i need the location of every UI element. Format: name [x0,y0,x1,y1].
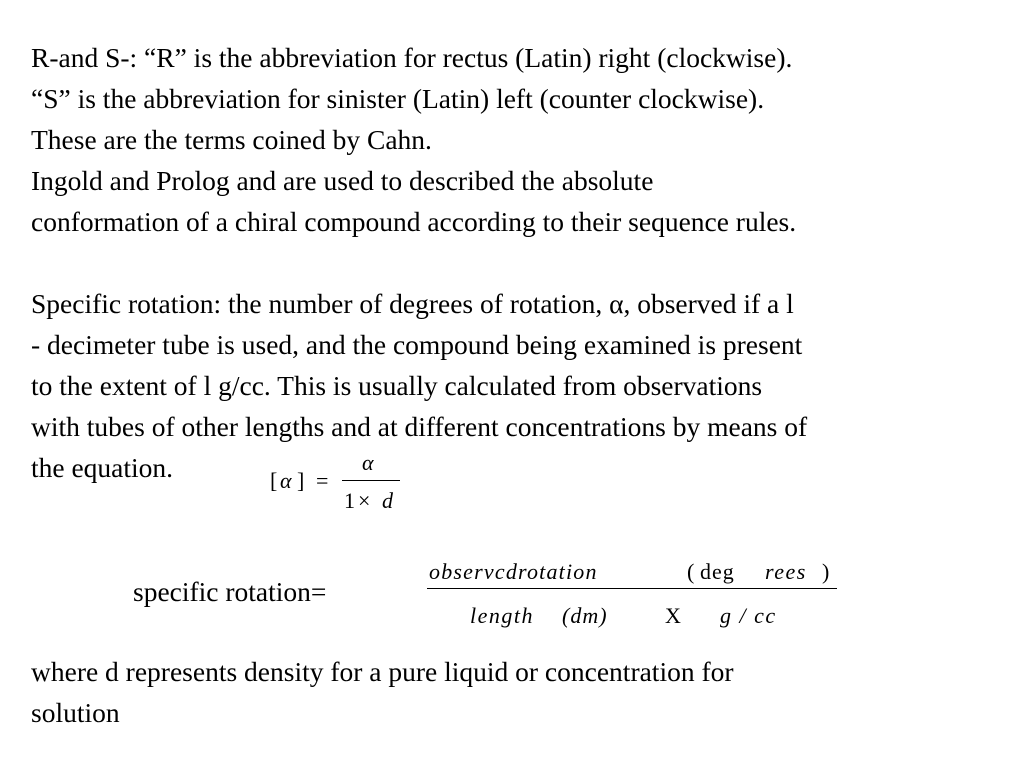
text-line: conformation of a chiral compound according to their sequence rules. [31,206,797,237]
eq-numerator-rees: rees [765,559,807,584]
eq-bracket-open: [ [270,468,278,493]
eq-denominator-x: X [665,603,681,628]
text-line: Specific rotation: the number of degrees of rotation, α, observed if a l [31,288,794,319]
text-line: where d represents density for a pure liquid or concentration for [31,656,734,687]
fraction-bar [427,588,837,589]
text-line: - decimeter tube is used, and the compound being examined is present [31,329,803,360]
text-line: R-and S-: “R” is the abbreviation for rectus (Latin) right (clockwise). [31,42,793,73]
eq-numerator-deg: deg [700,559,735,584]
eq-numerator-paren-open: ( [687,559,695,584]
text-line: to the extent of l g/cc. This is usually calculated from observations [31,370,763,401]
eq-times: × [358,488,371,513]
eq-alpha-symbol: α [280,468,292,493]
eq-numerator-observed-rotation: observcdrotation [429,559,598,584]
eq-numerator-paren-close: ) [822,559,830,584]
eq-denominator-dm: (dm) [562,603,608,628]
text-line: These are the terms coined by Cahn. [31,124,432,155]
text-line: solution [31,697,120,728]
eq-bracket-close: ] [297,468,305,493]
text-line: with tubes of other lengths and at different concentrations by means of [31,411,808,442]
eq-numerator-alpha: α [362,450,374,475]
text-line: the equation. [31,452,174,483]
text-line: “S” is the abbreviation for sinister (Latin) left (counter clockwise). [31,83,765,114]
eq-equals: = [316,468,329,493]
text-line: Ingold and Prolog and are used to described the absolute [31,165,654,196]
eq-denominator-length: length [470,603,534,628]
eq-label: specific rotation= [133,576,327,607]
eq-denominator-one: 1 [344,488,355,513]
eq-denominator-d: d [382,488,393,513]
eq-denominator-g-per-cc: g / cc [720,603,777,628]
fraction-bar [342,480,400,481]
